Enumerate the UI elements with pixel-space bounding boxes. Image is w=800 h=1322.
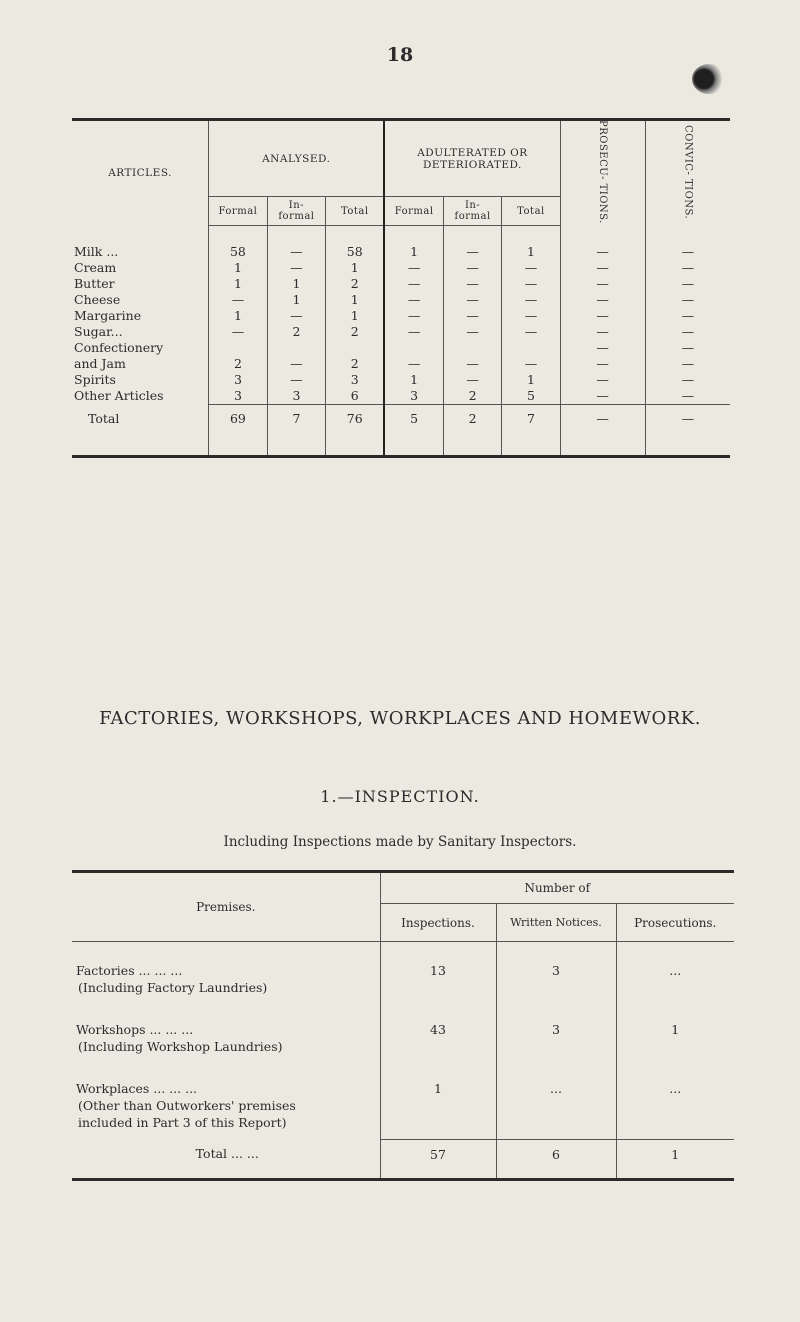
cell-deteriorated-total: — xyxy=(502,276,560,292)
header-articles: ARTICLES. xyxy=(108,167,172,180)
cell-analysed-informal: — xyxy=(267,308,325,324)
cell-prosecutions: — xyxy=(560,340,645,356)
section-caption: Including Inspections made by Sanitary Inspectors. xyxy=(223,834,577,850)
cell-deteriorated-formal: — xyxy=(384,276,443,292)
section-title: FACTORIES, WORKSHOPS, WORKPLACES AND HOMEWORK. xyxy=(99,708,701,729)
table-row xyxy=(72,372,730,388)
premises-note: (Other than Outworkers' premises included in Part 3 of this Report) xyxy=(78,1098,296,1130)
cell-deteriorated-total: 1 xyxy=(502,372,560,388)
table-row xyxy=(72,1013,734,1078)
total-prosecutions: 1 xyxy=(616,1139,734,1180)
premises-cell xyxy=(72,1013,380,1078)
cell-deteriorated-informal: — xyxy=(443,324,501,340)
total-row xyxy=(72,405,730,457)
header-analysed-formal: Formal xyxy=(209,197,268,226)
cell-inspections: 1 xyxy=(380,1078,496,1139)
total-deteriorated-informal: 2 xyxy=(443,405,501,457)
total-deteriorated-total: 7 xyxy=(502,405,560,457)
article-name: Margarine xyxy=(74,308,142,323)
article-name: Milk ... xyxy=(74,243,119,259)
article-name: Spirits xyxy=(74,372,116,387)
cell-prosecutions: — xyxy=(560,388,645,405)
cell-deteriorated-formal: — xyxy=(384,324,443,340)
cell-convictions: — xyxy=(645,292,730,308)
article-name: and Jam xyxy=(74,356,126,371)
cell-analysed-formal xyxy=(209,340,268,356)
cell-convictions: — xyxy=(645,226,730,261)
header-analysed: ANALYSED. xyxy=(209,120,385,197)
header-number-of: Number of xyxy=(380,872,734,904)
cell-deteriorated-informal: — xyxy=(443,292,501,308)
cell-inspections: 43 xyxy=(380,1013,496,1078)
section-subtitle: 1.—INSPECTION. xyxy=(320,787,480,806)
cell-analysed-total: 58 xyxy=(326,226,385,261)
cell-analysed-informal: 1 xyxy=(267,292,325,308)
premises-cell xyxy=(72,942,380,1014)
cell-deteriorated-informal: — xyxy=(443,372,501,388)
table-row xyxy=(72,292,730,308)
cell-convictions: — xyxy=(645,372,730,388)
cell-prosecutions: ... xyxy=(616,942,734,1014)
header-adulterated: ADULTERATED OR DETERIORATED. xyxy=(384,120,560,197)
cell-analysed-formal: 58 xyxy=(209,226,268,261)
article-name: Cheese xyxy=(74,292,121,307)
cell-deteriorated-total: 5 xyxy=(502,388,560,405)
article-name: Sugar... xyxy=(74,324,123,339)
cell-deteriorated-formal: — xyxy=(384,356,443,372)
cell-convictions: — xyxy=(645,388,730,405)
cell-deteriorated-informal: — xyxy=(443,308,501,324)
table-row xyxy=(72,276,730,292)
table-row xyxy=(72,226,730,261)
cell-prosecutions: — xyxy=(560,356,645,372)
total-analysed-informal: 7 xyxy=(267,405,325,457)
table-row xyxy=(72,324,730,340)
cell-prosecutions: — xyxy=(560,292,645,308)
cell-convictions: — xyxy=(645,308,730,324)
article-name: Cream xyxy=(74,260,117,275)
header-written-notices: Written Notices. xyxy=(496,904,616,942)
cell-analysed-informal: 3 xyxy=(267,388,325,405)
cell-analysed-total: 1 xyxy=(326,292,385,308)
cell-deteriorated-formal xyxy=(384,340,443,356)
table-row xyxy=(72,942,734,1014)
total-analysed-formal: 69 xyxy=(209,405,268,457)
cell-prosecutions: — xyxy=(560,324,645,340)
total-prosecutions: — xyxy=(560,405,645,457)
header-analysed-total: Total xyxy=(326,197,385,226)
cell-deteriorated-formal: 1 xyxy=(384,226,443,261)
cell-analysed-informal: — xyxy=(267,260,325,276)
header-prosecutions: Prosecutions. xyxy=(616,904,734,942)
cell-convictions: — xyxy=(645,340,730,356)
cell-deteriorated-formal: 1 xyxy=(384,372,443,388)
premises-note: (Including Workshop Laundries) xyxy=(78,1039,283,1054)
cell-convictions: — xyxy=(645,276,730,292)
total-label: Total ... ... xyxy=(195,1146,259,1161)
cell-analysed-informal: 2 xyxy=(267,324,325,340)
total-row xyxy=(72,1139,734,1180)
cell-deteriorated-total: 1 xyxy=(502,226,560,261)
header-deteriorated-total: Total xyxy=(502,197,560,226)
cell-inspections: 13 xyxy=(380,942,496,1014)
cell-deteriorated-informal: — xyxy=(443,356,501,372)
header-inspections: Inspections. xyxy=(380,904,496,942)
table-row xyxy=(72,1078,734,1139)
cell-notices: ... xyxy=(496,1078,616,1139)
ink-blot xyxy=(692,64,726,94)
cell-deteriorated-informal: — xyxy=(443,276,501,292)
cell-deteriorated-formal: 3 xyxy=(384,388,443,405)
cell-convictions: — xyxy=(645,356,730,372)
total-inspections: 57 xyxy=(380,1139,496,1180)
table-row xyxy=(72,388,730,405)
header-prosecutions-text: PROSECU- TIONS. xyxy=(597,119,609,224)
cell-prosecutions: — xyxy=(560,372,645,388)
cell-notices: 3 xyxy=(496,1013,616,1078)
header-premises: Premises. xyxy=(72,872,380,942)
food-analysis-table xyxy=(72,118,730,458)
cell-prosecutions: — xyxy=(560,308,645,324)
total-label: Total xyxy=(88,410,120,426)
page-number: 18 xyxy=(386,44,414,66)
cell-analysed-formal: 2 xyxy=(209,356,268,372)
cell-deteriorated-total: — xyxy=(502,324,560,340)
cell-prosecutions: — xyxy=(560,276,645,292)
cell-analysed-formal: — xyxy=(209,292,268,308)
cell-deteriorated-total: — xyxy=(502,356,560,372)
cell-deteriorated-informal: 2 xyxy=(443,388,501,405)
cell-analysed-total: 2 xyxy=(326,324,385,340)
header-prosecutions xyxy=(560,120,645,226)
header-convictions xyxy=(645,120,730,226)
cell-prosecutions: — xyxy=(560,226,645,261)
cell-analysed-total: 3 xyxy=(326,372,385,388)
cell-analysed-total: 2 xyxy=(326,276,385,292)
cell-analysed-formal: — xyxy=(209,324,268,340)
premises-name: Workshops ... ... ... xyxy=(76,1022,194,1037)
total-convictions: — xyxy=(645,405,730,457)
cell-analysed-informal: — xyxy=(267,226,325,261)
cell-convictions: — xyxy=(645,324,730,340)
cell-deteriorated-total: — xyxy=(502,260,560,276)
cell-deteriorated-total xyxy=(502,340,560,356)
cell-deteriorated-total: — xyxy=(502,292,560,308)
premises-name: Workplaces ... ... ... xyxy=(76,1081,198,1096)
cell-prosecutions: 1 xyxy=(616,1013,734,1078)
premises-name: Factories ... ... ... xyxy=(76,963,183,978)
header-convictions-text: CONVIC- TIONS. xyxy=(682,124,694,219)
table-row xyxy=(72,356,730,372)
cell-deteriorated-formal: — xyxy=(384,308,443,324)
cell-analysed-formal: 1 xyxy=(209,308,268,324)
article-name: Confectionery xyxy=(74,340,164,355)
total-analysed-total: 76 xyxy=(326,405,385,457)
premises-cell xyxy=(72,1078,380,1139)
cell-notices: 3 xyxy=(496,942,616,1014)
cell-analysed-informal xyxy=(267,340,325,356)
cell-deteriorated-formal: — xyxy=(384,260,443,276)
table-row xyxy=(72,340,730,356)
table-row xyxy=(72,260,730,276)
cell-analysed-total: 6 xyxy=(326,388,385,405)
article-name: Butter xyxy=(74,276,115,291)
cell-analysed-formal: 1 xyxy=(209,276,268,292)
cell-analysed-informal: — xyxy=(267,372,325,388)
header-analysed-informal: In- formal xyxy=(267,197,325,226)
cell-analysed-total: 2 xyxy=(326,356,385,372)
header-deteriorated-formal: Formal xyxy=(384,197,443,226)
table-row xyxy=(72,308,730,324)
premises-note: (Including Factory Laundries) xyxy=(78,980,268,995)
total-notices: 6 xyxy=(496,1139,616,1180)
cell-analysed-total xyxy=(326,340,385,356)
cell-deteriorated-informal: — xyxy=(443,226,501,261)
cell-analysed-formal: 3 xyxy=(209,372,268,388)
cell-convictions: — xyxy=(645,260,730,276)
cell-analysed-formal: 1 xyxy=(209,260,268,276)
cell-prosecutions: ... xyxy=(616,1078,734,1139)
cell-deteriorated-formal: — xyxy=(384,292,443,308)
cell-deteriorated-total: — xyxy=(502,308,560,324)
cell-prosecutions: — xyxy=(560,260,645,276)
cell-analysed-total: 1 xyxy=(326,260,385,276)
cell-analysed-formal: 3 xyxy=(209,388,268,405)
header-deteriorated-informal: In- formal xyxy=(443,197,501,226)
cell-deteriorated-informal: — xyxy=(443,260,501,276)
cell-analysed-informal: 1 xyxy=(267,276,325,292)
article-name: Other Articles xyxy=(74,388,164,404)
cell-analysed-informal: — xyxy=(267,356,325,372)
cell-analysed-total: 1 xyxy=(326,308,385,324)
total-deteriorated-formal: 5 xyxy=(384,405,443,457)
inspection-table xyxy=(72,870,734,1181)
cell-deteriorated-informal xyxy=(443,340,501,356)
